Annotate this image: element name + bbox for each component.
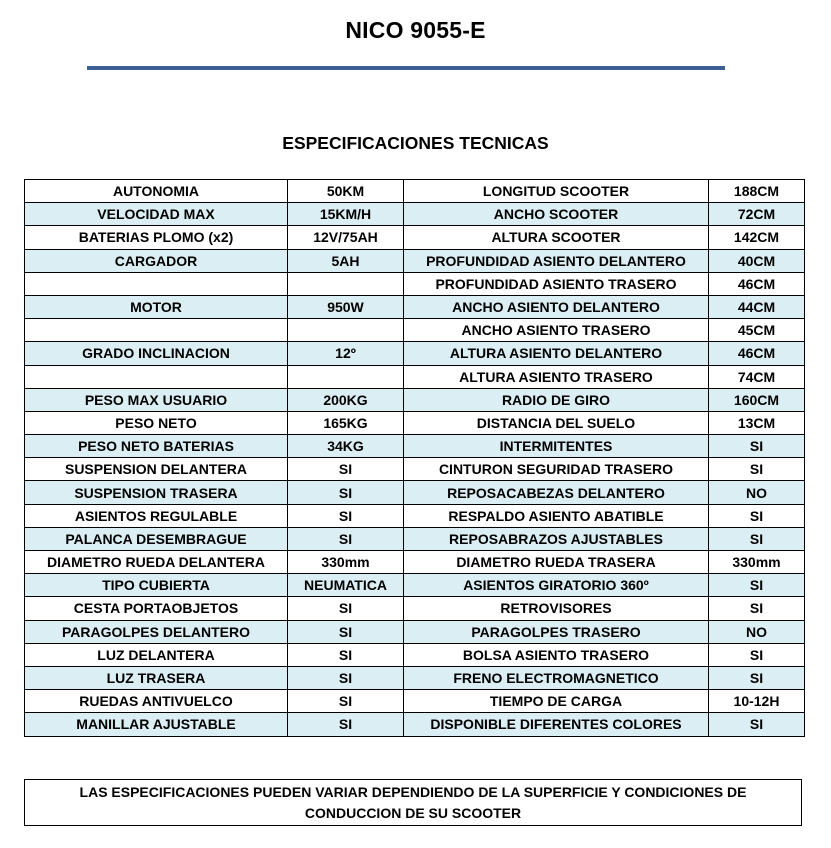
table-row	[25, 690, 805, 713]
table-row	[25, 435, 805, 458]
spec-label: FRENO ELECTROMAGNETICO	[404, 666, 709, 689]
spec-label: LUZ DELANTERA	[25, 643, 288, 666]
spec-label: REPOSABRAZOS AJUSTABLES	[404, 527, 709, 550]
spec-label: REPOSACABEZAS DELANTERO	[404, 481, 709, 504]
spec-label: VELOCIDAD MAX	[25, 203, 288, 226]
spec-value: SI	[288, 527, 404, 550]
spec-label: PARAGOLPES DELANTERO	[25, 620, 288, 643]
spec-label: AUTONOMIA	[25, 180, 288, 203]
table-row	[25, 620, 805, 643]
spec-label	[25, 272, 288, 295]
spec-value: 40CM	[709, 249, 805, 272]
spec-value: 15KM/H	[288, 203, 404, 226]
spec-label: DISPONIBLE DIFERENTES COLORES	[404, 713, 709, 736]
table-row	[25, 551, 805, 574]
spec-label: PROFUNDIDAD ASIENTO DELANTERO	[404, 249, 709, 272]
table-row	[25, 319, 805, 342]
spec-label: CARGADOR	[25, 249, 288, 272]
spec-label: DIAMETRO RUEDA TRASERA	[404, 551, 709, 574]
spec-label: PESO NETO BATERIAS	[25, 435, 288, 458]
spec-value: SI	[288, 666, 404, 689]
disclaimer-note: LAS ESPECIFICACIONES PUEDEN VARIAR DEPENDIENDO DE LA SUPERFICIE Y CONDICIONES DE CONDUCCION DE SU SCOOTER	[24, 779, 802, 826]
spec-value: 10-12H	[709, 690, 805, 713]
spec-label: SUSPENSION TRASERA	[25, 481, 288, 504]
spec-label: ANCHO SCOOTER	[404, 203, 709, 226]
spec-label: DIAMETRO RUEDA DELANTERA	[25, 551, 288, 574]
spec-value	[288, 272, 404, 295]
spec-value: 13CM	[709, 411, 805, 434]
spec-value: SI	[288, 504, 404, 527]
spec-label	[25, 365, 288, 388]
spec-value: SI	[709, 435, 805, 458]
spec-label: ALTURA ASIENTO TRASERO	[404, 365, 709, 388]
table-row	[25, 295, 805, 318]
spec-value: SI	[288, 481, 404, 504]
spec-label: LONGITUD SCOOTER	[404, 180, 709, 203]
table-row	[25, 180, 805, 203]
table-row	[25, 411, 805, 434]
spec-label: PESO NETO	[25, 411, 288, 434]
spec-value: SI	[288, 713, 404, 736]
spec-value: 44CM	[709, 295, 805, 318]
spec-value: 330mm	[709, 551, 805, 574]
specs-table	[24, 179, 805, 737]
table-row	[25, 666, 805, 689]
spec-value: SI	[709, 597, 805, 620]
title-divider	[87, 66, 725, 70]
spec-label: ASIENTOS REGULABLE	[25, 504, 288, 527]
spec-label: RADIO DE GIRO	[404, 388, 709, 411]
spec-value: SI	[288, 620, 404, 643]
spec-label: ANCHO ASIENTO DELANTERO	[404, 295, 709, 318]
spec-label: RUEDAS ANTIVUELCO	[25, 690, 288, 713]
spec-value: SI	[709, 504, 805, 527]
spec-label: PROFUNDIDAD ASIENTO TRASERO	[404, 272, 709, 295]
spec-value: 74CM	[709, 365, 805, 388]
spec-value	[288, 319, 404, 342]
table-row	[25, 643, 805, 666]
spec-value	[288, 365, 404, 388]
spec-value: 950W	[288, 295, 404, 318]
spec-label: PARAGOLPES TRASERO	[404, 620, 709, 643]
spec-value: 165KG	[288, 411, 404, 434]
spec-value: 12º	[288, 342, 404, 365]
spec-label: BATERIAS PLOMO (x2)	[25, 226, 288, 249]
spec-value: SI	[709, 458, 805, 481]
spec-label: INTERMITENTES	[404, 435, 709, 458]
spec-value: SI	[709, 666, 805, 689]
spec-label: PALANCA DESEMBRAGUE	[25, 527, 288, 550]
spec-value: 330mm	[288, 551, 404, 574]
spec-label: GRADO INCLINACION	[25, 342, 288, 365]
table-row	[25, 504, 805, 527]
table-row	[25, 203, 805, 226]
spec-label: LUZ TRASERA	[25, 666, 288, 689]
spec-value: NO	[709, 620, 805, 643]
spec-value: SI	[288, 597, 404, 620]
spec-label: ASIENTOS GIRATORIO 360º	[404, 574, 709, 597]
specs-table-body	[25, 180, 805, 737]
spec-value: 142CM	[709, 226, 805, 249]
spec-value: 34KG	[288, 435, 404, 458]
section-heading: ESPECIFICACIONES TECNICAS	[282, 133, 549, 153]
table-row	[25, 597, 805, 620]
spec-value: SI	[709, 574, 805, 597]
table-row	[25, 226, 805, 249]
spec-value: NO	[709, 481, 805, 504]
spec-value: 46CM	[709, 342, 805, 365]
spec-label: TIEMPO DE CARGA	[404, 690, 709, 713]
spec-label: RESPALDO ASIENTO ABATIBLE	[404, 504, 709, 527]
spec-value: SI	[709, 643, 805, 666]
spec-value: SI	[709, 713, 805, 736]
table-row	[25, 342, 805, 365]
spec-value: 160CM	[709, 388, 805, 411]
table-row	[25, 574, 805, 597]
spec-value: SI	[288, 458, 404, 481]
spec-label: ALTURA SCOOTER	[404, 226, 709, 249]
table-row	[25, 388, 805, 411]
table-row	[25, 249, 805, 272]
spec-label: CESTA PORTAOBJETOS	[25, 597, 288, 620]
spec-label: CINTURON SEGURIDAD TRASERO	[404, 458, 709, 481]
spec-value: 188CM	[709, 180, 805, 203]
table-row	[25, 272, 805, 295]
spec-label: SUSPENSION DELANTERA	[25, 458, 288, 481]
table-row	[25, 713, 805, 736]
spec-value: 200KG	[288, 388, 404, 411]
spec-value: 46CM	[709, 272, 805, 295]
spec-value: 72CM	[709, 203, 805, 226]
spec-label: MOTOR	[25, 295, 288, 318]
table-row	[25, 458, 805, 481]
table-row	[25, 481, 805, 504]
spec-value: SI	[709, 527, 805, 550]
spec-label: ALTURA ASIENTO DELANTERO	[404, 342, 709, 365]
spec-label: ANCHO ASIENTO TRASERO	[404, 319, 709, 342]
spec-label: RETROVISORES	[404, 597, 709, 620]
spec-value: SI	[288, 690, 404, 713]
table-row	[25, 527, 805, 550]
spec-value: 12V/75AH	[288, 226, 404, 249]
table-row	[25, 365, 805, 388]
spec-value: 5AH	[288, 249, 404, 272]
spec-label: BOLSA ASIENTO TRASERO	[404, 643, 709, 666]
spec-label: TIPO CUBIERTA	[25, 574, 288, 597]
spec-value: 45CM	[709, 319, 805, 342]
spec-value: NEUMATICA	[288, 574, 404, 597]
spec-value: 50KM	[288, 180, 404, 203]
spec-label: DISTANCIA DEL SUELO	[404, 411, 709, 434]
spec-label	[25, 319, 288, 342]
spec-label: PESO MAX USUARIO	[25, 388, 288, 411]
spec-value: SI	[288, 643, 404, 666]
page-title: NICO 9055-E	[345, 17, 486, 43]
spec-label: MANILLAR AJUSTABLE	[25, 713, 288, 736]
